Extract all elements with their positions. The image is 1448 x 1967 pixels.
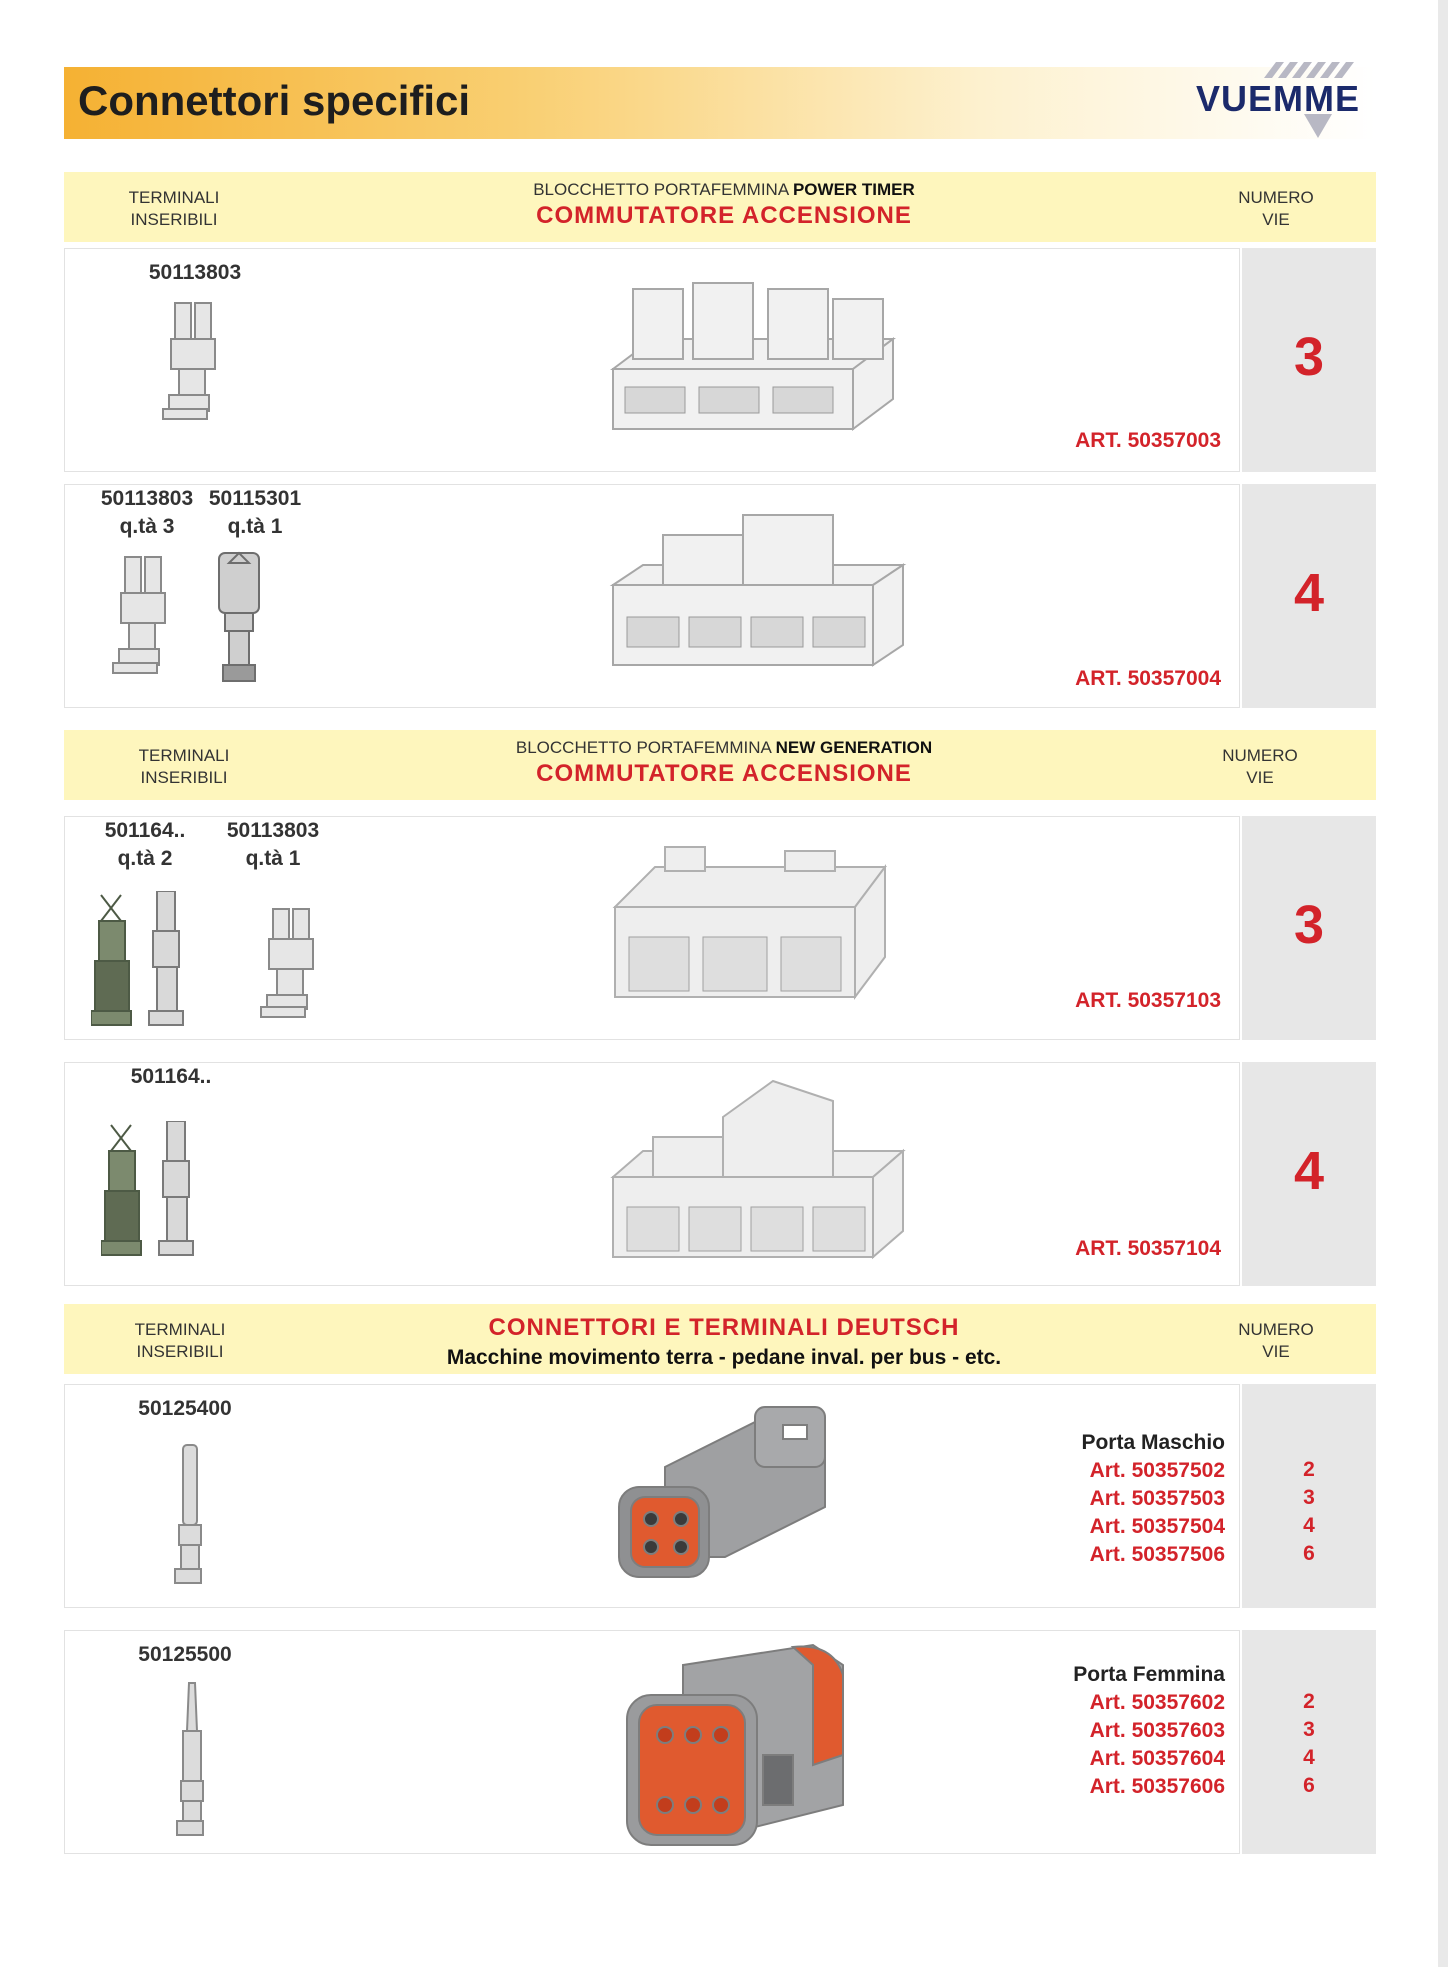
terminal-code: 501164.. <box>104 819 186 842</box>
section1-left-header <box>94 187 254 231</box>
left-header-line: INSERIBILI <box>140 768 228 787</box>
article-number: ART. 50357104 <box>1075 1237 1221 1260</box>
left-header-line: TERMINALI <box>128 188 220 207</box>
article-item: Art. 50357506 <box>1089 1543 1225 1566</box>
row-panel <box>64 816 1240 1040</box>
section1-title-block <box>364 180 1084 230</box>
section3-left-header <box>100 1319 260 1363</box>
article-item: Art. 50357502 <box>1089 1459 1225 1482</box>
section2-title-block <box>364 738 1084 788</box>
socket-terminal-icon <box>167 1681 217 1841</box>
vie-item: 4 <box>1303 1514 1315 1537</box>
right-header-line: NUMERO <box>1238 188 1314 207</box>
product-row <box>64 484 1376 708</box>
article-item: Art. 50357503 <box>1089 1487 1225 1510</box>
section3-title-block <box>364 1312 1084 1370</box>
terminal-code: 50113803 <box>148 261 242 284</box>
section3-header <box>64 1304 1376 1374</box>
terminal-code: 50115301 <box>208 487 302 510</box>
brand-name: VUEMME <box>1196 78 1361 119</box>
product-row <box>64 816 1376 1040</box>
vie-list <box>1242 1456 1376 1568</box>
article-item: Art. 50357602 <box>1089 1691 1225 1714</box>
row-panel <box>64 1384 1240 1608</box>
article-item: Art. 50357604 <box>1089 1747 1225 1770</box>
vie-count: 3 <box>1293 327 1325 387</box>
section2-subtitle <box>364 738 1084 758</box>
micro-terminal-pair-icon <box>101 1121 211 1261</box>
left-header-line: TERMINALI <box>138 746 230 765</box>
vie-item: 2 <box>1303 1458 1315 1481</box>
section3-right-header <box>1216 1319 1336 1363</box>
terminal-qty: q.tà 1 <box>245 847 301 870</box>
connector-4way-image <box>593 1077 923 1267</box>
vie-item: 3 <box>1303 1486 1315 1509</box>
article-list <box>1055 1429 1225 1569</box>
article-item: Art. 50357504 <box>1089 1515 1225 1538</box>
title-band <box>64 67 1376 139</box>
article-number: ART. 50357103 <box>1075 989 1221 1012</box>
section1-subtitle <box>364 180 1084 200</box>
connector-3way-image <box>585 837 925 1007</box>
vie-cell <box>1242 484 1376 708</box>
section1-title: COMMUTATORE ACCENSIONE <box>536 202 912 229</box>
left-header-line: TERMINALI <box>134 1320 226 1339</box>
vie-count: 4 <box>1293 563 1325 623</box>
left-header-line: INSERIBILI <box>130 210 218 229</box>
product-row <box>64 1630 1376 1854</box>
terminal-qty: q.tà 2 <box>117 847 173 870</box>
connector-3way-image <box>593 269 923 439</box>
article-number: ART. 50357004 <box>1075 667 1221 690</box>
terminal-qty: q.tà 1 <box>227 515 283 538</box>
product-row <box>64 1062 1376 1286</box>
vie-count: 4 <box>1293 1141 1325 1201</box>
deutsch-male-connector-image <box>605 1397 905 1597</box>
flat-terminal-icon <box>161 297 231 427</box>
vie-item: 4 <box>1303 1746 1315 1769</box>
left-header-line: INSERIBILI <box>136 1342 224 1361</box>
right-header-line: NUMERO <box>1222 746 1298 765</box>
product-row <box>64 248 1376 472</box>
terminal-code-group <box>95 817 195 873</box>
vie-cell <box>1242 816 1376 1040</box>
brand-logo <box>1192 60 1376 140</box>
section3-title: CONNETTORI E TERMINALI DEUTSCH <box>488 1314 960 1341</box>
section2-header <box>64 730 1376 800</box>
section2-title: COMMUTATORE ACCENSIONE <box>536 760 912 787</box>
row-panel <box>64 484 1240 708</box>
article-item: Art. 50357603 <box>1089 1719 1225 1742</box>
vie-cell <box>1242 1384 1376 1608</box>
right-header-line: NUMERO <box>1238 1320 1314 1339</box>
article-item: Art. 50357606 <box>1089 1775 1225 1798</box>
vie-item: 6 <box>1303 1774 1315 1797</box>
vie-cell <box>1242 248 1376 472</box>
terminal-code: 50113803 <box>226 819 320 842</box>
article-number: ART. 50357003 <box>1075 429 1221 452</box>
right-header-line: VIE <box>1246 768 1274 787</box>
page-edge <box>1438 0 1448 1967</box>
pin-terminal-icon <box>165 1441 215 1591</box>
flat-terminal-icon <box>111 551 181 681</box>
subtitle-prefix: BLOCCHETTO PORTAFEMMINA <box>533 180 789 199</box>
section1-right-header <box>1216 187 1336 231</box>
terminal-code: 501164.. <box>130 1065 212 1088</box>
product-row <box>64 1384 1376 1608</box>
terminal-code-group <box>97 485 197 541</box>
row-panel <box>64 248 1240 472</box>
vie-item: 3 <box>1303 1718 1315 1741</box>
right-header-line: VIE <box>1262 1342 1290 1361</box>
vie-item: 6 <box>1303 1542 1315 1565</box>
vie-list <box>1242 1688 1376 1800</box>
article-list <box>1055 1661 1225 1801</box>
vie-cell <box>1242 1630 1376 1854</box>
row-panel <box>64 1630 1240 1854</box>
section2-right-header <box>1200 745 1320 789</box>
terminal-code: 50125400 <box>138 1397 232 1420</box>
subtitle-bold: NEW GENERATION <box>775 738 933 757</box>
section3-subtitle: Macchine movimento terra - pedane inval. per bus - etc. <box>446 1346 1002 1369</box>
vie-item: 2 <box>1303 1690 1315 1713</box>
subtitle-prefix: BLOCCHETTO PORTAFEMMINA <box>515 738 771 757</box>
list-title: Porta Femmina <box>1073 1663 1225 1686</box>
subtitle-bold: POWER TIMER <box>792 180 915 199</box>
terminal-code: 50125500 <box>138 1643 232 1666</box>
terminal-code-group <box>205 485 305 541</box>
row-panel <box>64 1062 1240 1286</box>
right-header-line: VIE <box>1262 210 1290 229</box>
section1-header <box>64 172 1376 242</box>
terminal-code-group <box>223 817 323 873</box>
connector-4way-image <box>593 505 923 675</box>
female-terminal-icon <box>209 549 269 689</box>
micro-terminal-pair-icon <box>91 891 201 1031</box>
deutsch-female-connector-image <box>613 1635 903 1851</box>
flat-terminal-icon <box>259 903 329 1033</box>
vie-cell <box>1242 1062 1376 1286</box>
terminal-qty: q.tà 3 <box>119 515 175 538</box>
section2-left-header <box>104 745 264 789</box>
list-title: Porta Maschio <box>1081 1431 1225 1454</box>
vie-count: 3 <box>1293 895 1325 955</box>
terminal-code: 50113803 <box>100 487 194 510</box>
page-title: Connettori specifici <box>78 77 471 124</box>
